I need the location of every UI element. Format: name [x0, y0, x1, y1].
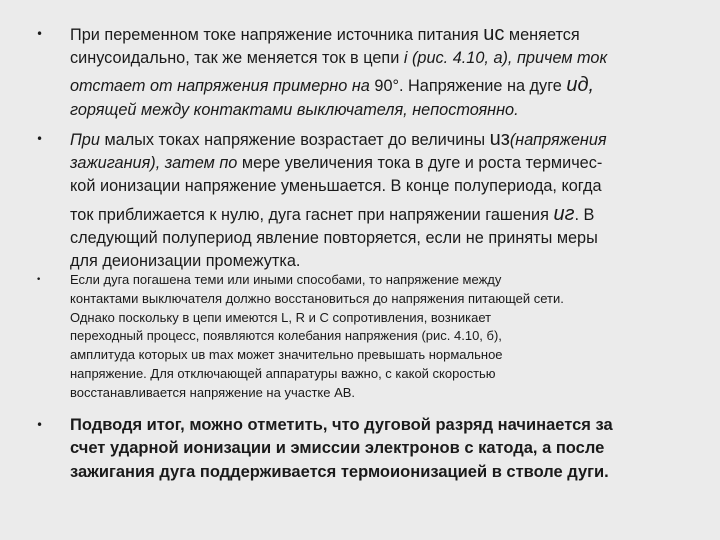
text-run: синусоидально, так же меняется ток в цепи — [70, 49, 404, 68]
bullet-marker: • — [36, 418, 44, 432]
paragraph-4-line: Подводя итог, можно отметить, что дуговой разряд начинается за — [70, 416, 613, 434]
paragraph-2-line-3: кой ионизации напряжение уменьшается. В конце полупериода, когда — [70, 177, 602, 196]
text-run: ток приближается к нулю, дуга гаснет при напряжении гашения — [70, 205, 554, 224]
paragraph-3-line: амплитуда которых uв max может значительно превышать нормальное — [70, 347, 503, 363]
text-run-italic: зажигания), затем — [70, 154, 220, 173]
text-run-italic: отстает от напряжения примерно на — [70, 77, 370, 96]
text-run: меняется — [504, 26, 580, 44]
text-run-italic: (напряжения — [509, 131, 607, 149]
paragraph-2-line-4 — [70, 203, 607, 227]
bullet-marker: • — [36, 27, 44, 41]
text-run: мере увеличения тока в дуге и роста термичес- — [237, 154, 603, 173]
text-run-italic: При — [70, 131, 100, 149]
paragraph-3 — [70, 271, 564, 403]
paragraph-2-line-5: следующий полупериод явление повторяется, если не приняты меры — [70, 228, 598, 247]
voltage-symbol: uз — [489, 128, 510, 150]
voltage-symbol: uд, — [566, 74, 595, 97]
paragraph-2-line-2 — [70, 152, 607, 175]
paragraph-2-line-1 — [70, 128, 607, 152]
paragraph-1-line-2 — [70, 47, 607, 70]
paragraph-2 — [70, 128, 607, 273]
bullet-marker: • — [36, 275, 42, 285]
text-run-italic: i (рис. 4.10, а), причем ток — [403, 49, 608, 68]
text-run: При переменном токе напряжение источника питания — [70, 26, 484, 44]
voltage-symbol: uг — [553, 202, 575, 225]
paragraph-3-line: контактами выключателя должно восстановиться до напряжения питающей сети. — [70, 290, 564, 306]
paragraph-3-line: Если дуга погашена теми или иными способами, то напряжение между — [70, 272, 502, 287]
voltage-symbol: uс — [483, 23, 505, 45]
paragraph-4-line: зажигания дуга поддерживается термоионизацией в стволе дуги. — [70, 462, 609, 481]
paragraph-1-line-3 — [70, 74, 607, 98]
paragraph-4 — [70, 414, 613, 484]
paragraph-3-line: напряжение. Для отключающей аппаратуры важно, с какой скоростью — [70, 365, 496, 381]
paragraph-4-line: счет ударной ионизации и эмиссии электронов с катода, а после — [70, 439, 605, 458]
paragraph-1 — [70, 23, 607, 122]
paragraph-1-line-4 — [70, 99, 607, 122]
bullet-marker: • — [36, 132, 44, 146]
paragraph-3-line: Однако поскольку в цепи имеются L, R и С сопротивления, возникает — [70, 309, 492, 325]
text-run: . В — [574, 205, 595, 224]
text-run-italic: горящей между контактами выключателя, непостоянно. — [70, 100, 519, 119]
text-run-italic: по — [219, 154, 238, 173]
paragraph-3-line: восстанавливается напряжение на участке АВ. — [70, 384, 356, 400]
paragraph-2-line-6: для деионизации промежутка. — [70, 252, 301, 271]
paragraph-3-line: переходный процесс, появляются колебания напряжения (рис. 4.10, б), — [70, 328, 502, 344]
paragraph-1-line-1 — [70, 23, 607, 47]
text-run: малых токах напряжение возрастает до величины — [99, 131, 490, 149]
text-run: 90°. Напряжение на дуге — [369, 77, 567, 96]
